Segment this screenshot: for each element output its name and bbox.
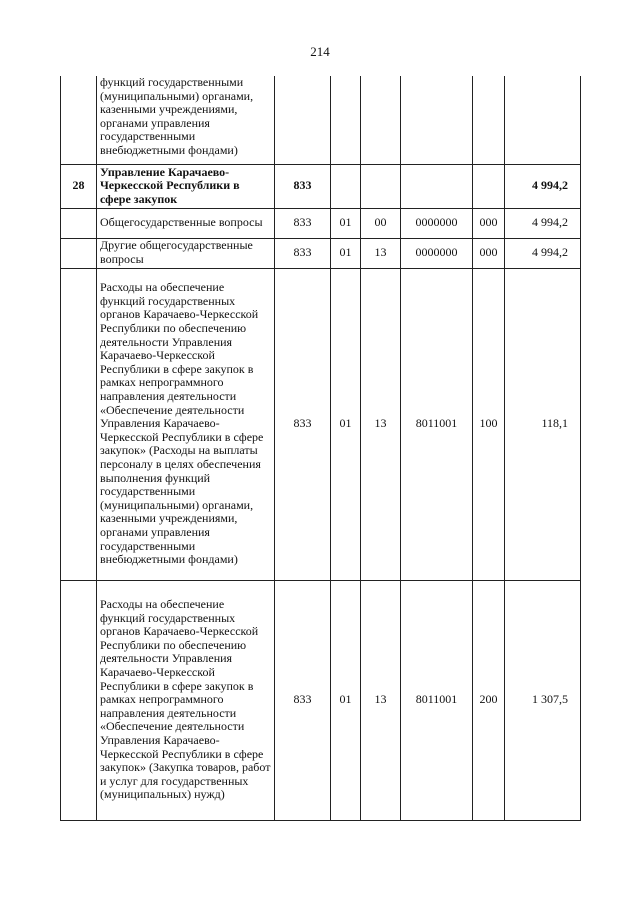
sum-value: 4 994,2 [505, 238, 581, 268]
csr-code: 8011001 [401, 580, 473, 820]
pr-code: 13 [361, 580, 401, 820]
row-number: 28 [61, 164, 97, 208]
ved-code: 833 [275, 580, 331, 820]
row-number [61, 580, 97, 820]
table-row [61, 580, 581, 820]
ved-code: 833 [275, 208, 331, 238]
pr-code [361, 164, 401, 208]
sum-value: 1 307,5 [505, 580, 581, 820]
page-number: 214 [310, 44, 330, 59]
pr-code: 13 [361, 268, 401, 580]
csr-code [401, 76, 473, 164]
row-name: Другие общегосударственные вопросы [97, 238, 275, 268]
row-name: Расходы на обеспечение функций государственных органов Карачаево-Черкесской Республики по обеспечению деятельности Управления Карачаево-Черкесской Республики в сфере закупок в рамках непрограммного направления деятельности «Обеспечение деятельности Управления Карачаево-Черкесской Республики в сфере закупок» (Расходы на выплаты персоналу в целях обеспечения выполнения функций государственными (муниципальными) органами, казенными учреждениями, органами управления государственными внебюджетными фондами) [97, 268, 275, 580]
row-name: Управление Карачаево-Черкесской Республики в сфере закупок [97, 164, 275, 208]
rz-code: 01 [331, 268, 361, 580]
row-number [61, 76, 97, 164]
csr-code: 8011001 [401, 268, 473, 580]
rz-code: 01 [331, 208, 361, 238]
table-row [61, 76, 581, 164]
csr-code [401, 164, 473, 208]
table-row [61, 268, 581, 580]
sum-value: 118,1 [505, 268, 581, 580]
ved-code: 833 [275, 268, 331, 580]
vr-code: 000 [473, 238, 505, 268]
csr-code: 0000000 [401, 208, 473, 238]
ved-code: 833 [275, 238, 331, 268]
vr-code: 200 [473, 580, 505, 820]
row-number [61, 238, 97, 268]
rz-code: 01 [331, 580, 361, 820]
row-number [61, 268, 97, 580]
ved-code: 833 [275, 164, 331, 208]
pr-code [361, 76, 401, 164]
rz-code [331, 164, 361, 208]
rz-code [331, 76, 361, 164]
sum-value: 4 994,2 [505, 208, 581, 238]
budget-table [60, 76, 581, 821]
vr-code [473, 164, 505, 208]
row-number [61, 208, 97, 238]
table-row [61, 164, 581, 208]
table-row [61, 238, 581, 268]
vr-code: 100 [473, 268, 505, 580]
row-name: Расходы на обеспечение функций государственных органов Карачаево-Черкесской Республики по обеспечению деятельности Управления Карачаево-Черкесской Республики в сфере закупок в рамках непрограммного направления деятельности «Обеспечение деятельности Управления Карачаево-Черкесской Республики в сфере закупок» (Закупка товаров, работ и услуг для государственных (муниципальных) нужд) [97, 580, 275, 820]
pr-code: 00 [361, 208, 401, 238]
sum-value [505, 76, 581, 164]
sum-value: 4 994,2 [505, 164, 581, 208]
vr-code [473, 76, 505, 164]
row-name: Общегосударственные вопросы [97, 208, 275, 238]
rz-code: 01 [331, 238, 361, 268]
vr-code: 000 [473, 208, 505, 238]
csr-code: 0000000 [401, 238, 473, 268]
table-row [61, 208, 581, 238]
pr-code: 13 [361, 238, 401, 268]
ved-code [275, 76, 331, 164]
row-name: функций государственными (муниципальными) органами, казенными учреждениями, органами управления государственными внебюджетными фондами) [97, 76, 275, 164]
